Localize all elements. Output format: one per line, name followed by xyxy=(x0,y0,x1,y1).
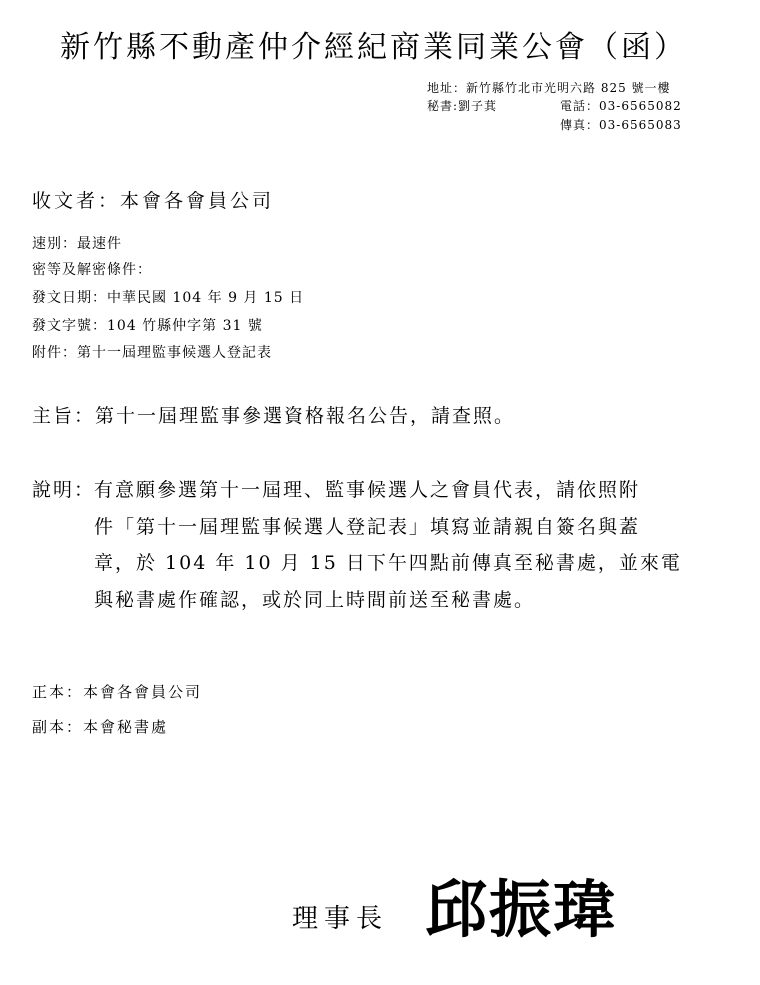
priority: 速別：最速件 xyxy=(32,236,122,252)
duplicate-copy: 副本：本會秘書處 xyxy=(32,718,169,736)
classification: 密等及解密條件： xyxy=(32,262,152,278)
address: 地址：新竹縣竹北市光明六路 825 號一樓 xyxy=(427,81,671,95)
description-line: 與秘書處作確認，或於同上時間前送至秘書處。 xyxy=(94,589,536,611)
attachment: 附件：第十一屆理監事候選人登記表 xyxy=(32,345,272,361)
description-line: 章，於 104 年 10 月 15 日下午四點前傳真至秘書處，並來電 xyxy=(94,552,682,574)
description-line: 件「第十一屆理監事候選人登記表」填寫並請親自簽名與蓋 xyxy=(94,516,641,538)
recipient: 收文者：本會各會員公司 xyxy=(32,190,275,212)
issue-date: 發文日期：中華民國 104 年 9 月 15 日 xyxy=(32,290,305,306)
secretary: 秘書:劉子萁 xyxy=(427,99,498,113)
document-title: 新竹縣不動產仲介經紀商業同業公會（函） xyxy=(60,30,687,65)
original-copy: 正本：本會各會員公司 xyxy=(32,683,203,701)
signature-title: 理事長 xyxy=(292,904,389,934)
subject: 主旨：第十一屆理監事參選資格報名公告，請查照。 xyxy=(32,405,516,427)
phone: 電話：03-6565082 xyxy=(560,99,682,113)
description-label: 說明： xyxy=(32,479,96,501)
fax: 傳真：03-6565083 xyxy=(560,118,682,132)
description-line: 有意願參選第十一屆理、監事候選人之會員代表，請依照附 xyxy=(94,479,641,501)
issue-number: 發文字號：104 竹縣仲字第 31 號 xyxy=(32,318,263,334)
signature-name: 邱振瑋 xyxy=(425,873,618,946)
